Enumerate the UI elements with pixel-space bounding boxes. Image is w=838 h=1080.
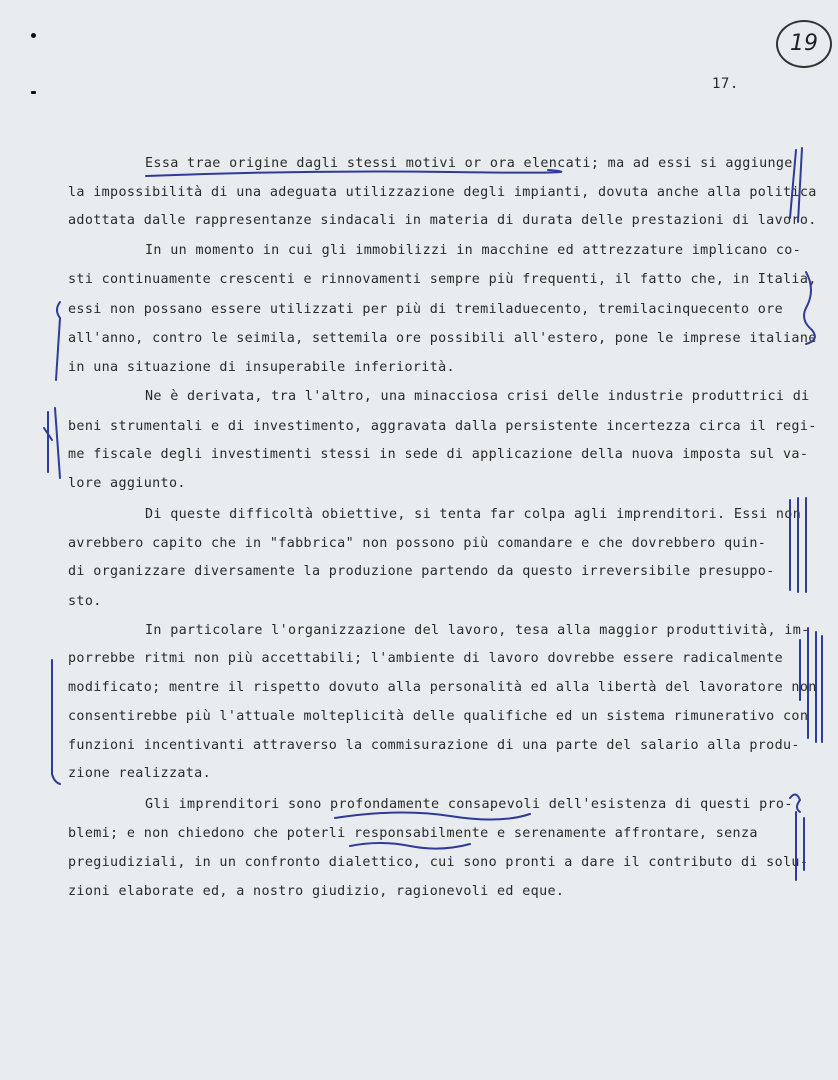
text-line: beni strumentali e di investimento, aggravata dalla persistente incertezza circa il regi- [68,419,817,434]
text-line: adottata dalle rappresentanze sindacali in materia di durata delle prestazioni di lavoro. [68,213,817,228]
text-line: pregiudiziali, in un confronto dialettico, cui sono pronti a dare il contributo di solu- [68,855,809,870]
margin-bar [52,660,60,784]
text-line: zione realizzata. [68,766,212,781]
text-line: essi non possano essere utilizzati per più di tremiladuecento, tremilacinquecento ore [68,302,784,317]
text-line: di organizzare diversamente la produzione partendo da questo irreversibile presuppo- [68,564,775,579]
text-line: modificato; mentre il rispetto dovuto alla personalità ed alla libertà del lavoratore non [68,680,817,695]
text-line: In un momento in cui gli immobilizzi in macchine ed attrezzature implicano co- [145,243,802,258]
text-line: Essa trae origine dagli stessi motivi or ora elencati; ma ad essi si aggiunge [145,156,793,171]
underline-mark [335,812,530,819]
text-line: In particolare l'organizzazione del lavoro, tesa alla maggior produttività, im- [145,623,810,638]
text-line: sti continuamente crescenti e rinnovamenti sempre più frequenti, il fatto che, in Italia, [68,272,817,287]
text-line: all'anno, contro le seimila, settemila ore possibili all'estero, pone le imprese italiane [68,331,817,346]
punch-mark [31,33,36,38]
margin-bar [56,302,60,380]
text-line: sto. [68,594,102,609]
text-line: lore aggiunto. [68,476,186,491]
text-line: me fiscale degli investimenti stessi in sede di applicazione della nuova imposta sul va- [68,447,809,462]
text-line: consentirebbe più l'attuale molteplicità delle qualifiche ed un sistema rimunerativo con [68,709,809,724]
text-line: in una situazione di insuperabile inferiorità. [68,360,455,375]
underline-mark [350,843,470,849]
text-line: funzioni incentivanti attraverso la commisurazione di una parte del salario alla produ- [68,738,800,753]
text-line: zioni elaborate ed, a nostro giudizio, ragionevoli ed eque. [68,884,565,899]
text-line: la impossibilità di una adeguata utilizzazione degli impianti, dovuta anche alla politica [68,185,817,200]
text-line: porrebbe ritmi non più accettabili; l'ambiente di lavoro dovrebbe essere radicalmente [68,651,784,666]
margin-bar [55,408,60,478]
handwritten-page-number: 19 [776,20,832,68]
text-line: Di queste difficoltà obiettive, si tenta far colpa agli imprenditori. Essi non [145,507,802,522]
text-line: Gli imprenditori sono profondamente consapevoli dell'esistenza di questi pro- [145,797,793,812]
page-number: 17. [712,76,739,92]
text-line: Ne è derivata, tra l'altro, una minacciosa crisi delle industrie produttrici di [145,389,810,404]
punch-mark [31,91,36,94]
text-line: avrebbero capito che in "fabbrica" non possono più comandare e che dovrebbero quin- [68,536,767,551]
text-line: blemi; e non chiedono che poterli responsabilmente e serenamente affrontare, senza [68,826,758,841]
margin-bar [44,428,52,440]
